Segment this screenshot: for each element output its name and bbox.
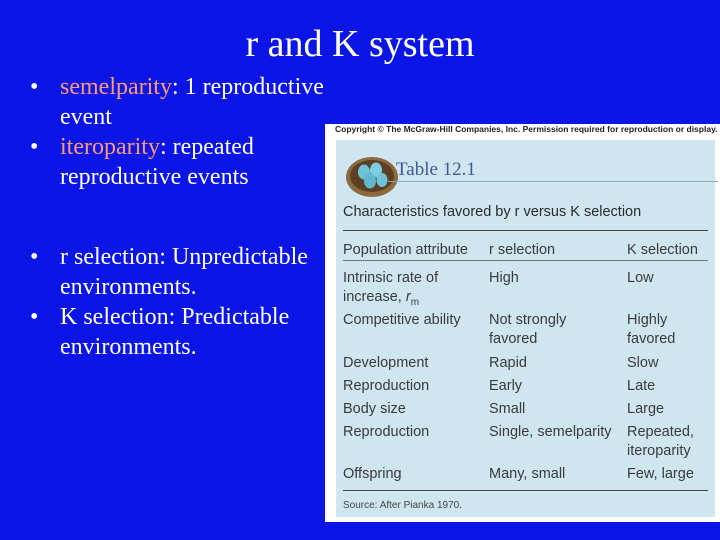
bullet-dot: • bbox=[30, 244, 39, 270]
row-attribute: Intrinsic rate of increase, $r_m$ bbox=[343, 270, 439, 308]
def-semelparity: : 1 reproductive event bbox=[60, 74, 324, 130]
header-attribute: Population attribute bbox=[343, 242, 468, 258]
table-number: Table 12.1 bbox=[396, 159, 476, 180]
row-r-value: Small bbox=[489, 401, 526, 417]
term-iteroparity: iteroparity bbox=[60, 134, 160, 160]
row-attribute: Reproduction bbox=[343, 424, 430, 440]
table-row bbox=[343, 354, 708, 374]
divider bbox=[343, 230, 708, 231]
row-attribute: Body size bbox=[343, 401, 406, 417]
row-k-value: Slow bbox=[627, 355, 659, 371]
row-r-value: Single, semelparity bbox=[489, 424, 612, 440]
table-row bbox=[343, 465, 708, 485]
r-selection-text: r selection: Unpredictable environments. bbox=[60, 244, 308, 300]
table-row bbox=[343, 423, 708, 463]
row-attribute: Development bbox=[343, 355, 429, 371]
divider bbox=[343, 490, 708, 491]
row-k-value: Few, large bbox=[627, 466, 694, 482]
row-k-value: Large bbox=[627, 401, 665, 417]
row-k-value: Highly favored bbox=[627, 312, 676, 347]
bullet-iteroparity bbox=[30, 132, 330, 192]
row-attribute: Offspring bbox=[343, 466, 402, 482]
row-r-value: Rapid bbox=[489, 355, 527, 371]
r-subscript: m bbox=[410, 296, 420, 308]
row-k-value: Late bbox=[627, 378, 656, 394]
k-selection-text: K selection: Predictable environments. bbox=[60, 304, 290, 360]
bullet-k-selection bbox=[30, 302, 330, 362]
row-attribute: Competitive ability bbox=[343, 312, 461, 328]
header-k-selection: K selection bbox=[627, 242, 698, 258]
bullet-dot: • bbox=[30, 134, 39, 160]
bullet-r-selection bbox=[30, 242, 330, 302]
table-row bbox=[343, 400, 708, 420]
table-row bbox=[343, 269, 708, 309]
row-k-value: Low bbox=[627, 270, 654, 286]
bullet-dot: • bbox=[30, 74, 39, 100]
r-symbol: r bbox=[405, 288, 411, 305]
bullet-dot: • bbox=[30, 304, 39, 330]
row-r-value: Early bbox=[489, 378, 523, 394]
def-iteroparity: : repeated reproductive events bbox=[60, 134, 254, 190]
bird-nest-icon bbox=[344, 153, 400, 199]
copyright-notice: Copyright © The McGraw-Hill Companies, Inc. Permission required for reproduction or display. bbox=[335, 124, 718, 134]
row-k-value: Repeated, iteroparity bbox=[627, 424, 694, 459]
row-r-value: Not strongly favored bbox=[489, 312, 567, 347]
table-row bbox=[343, 311, 708, 351]
row-attribute: Reproduction bbox=[343, 378, 430, 394]
divider bbox=[343, 260, 708, 261]
table-panel bbox=[336, 140, 715, 517]
table-source: Source: After Pianka 1970. bbox=[343, 500, 462, 511]
table-label bbox=[396, 159, 476, 181]
row-r-value: Many, small bbox=[489, 466, 566, 482]
table-figure bbox=[325, 124, 720, 522]
table-header bbox=[343, 241, 708, 260]
slide-title: r and K system bbox=[245, 23, 475, 65]
bullet-list bbox=[30, 72, 330, 362]
table-row bbox=[343, 377, 708, 397]
table-caption: Characteristics favored by r versus K selection bbox=[343, 204, 642, 220]
row-r-value: High bbox=[489, 270, 519, 286]
header-r-selection: r selection bbox=[489, 242, 556, 258]
term-semelparity: semelparity bbox=[60, 74, 172, 100]
bullet-semelparity bbox=[30, 72, 330, 132]
